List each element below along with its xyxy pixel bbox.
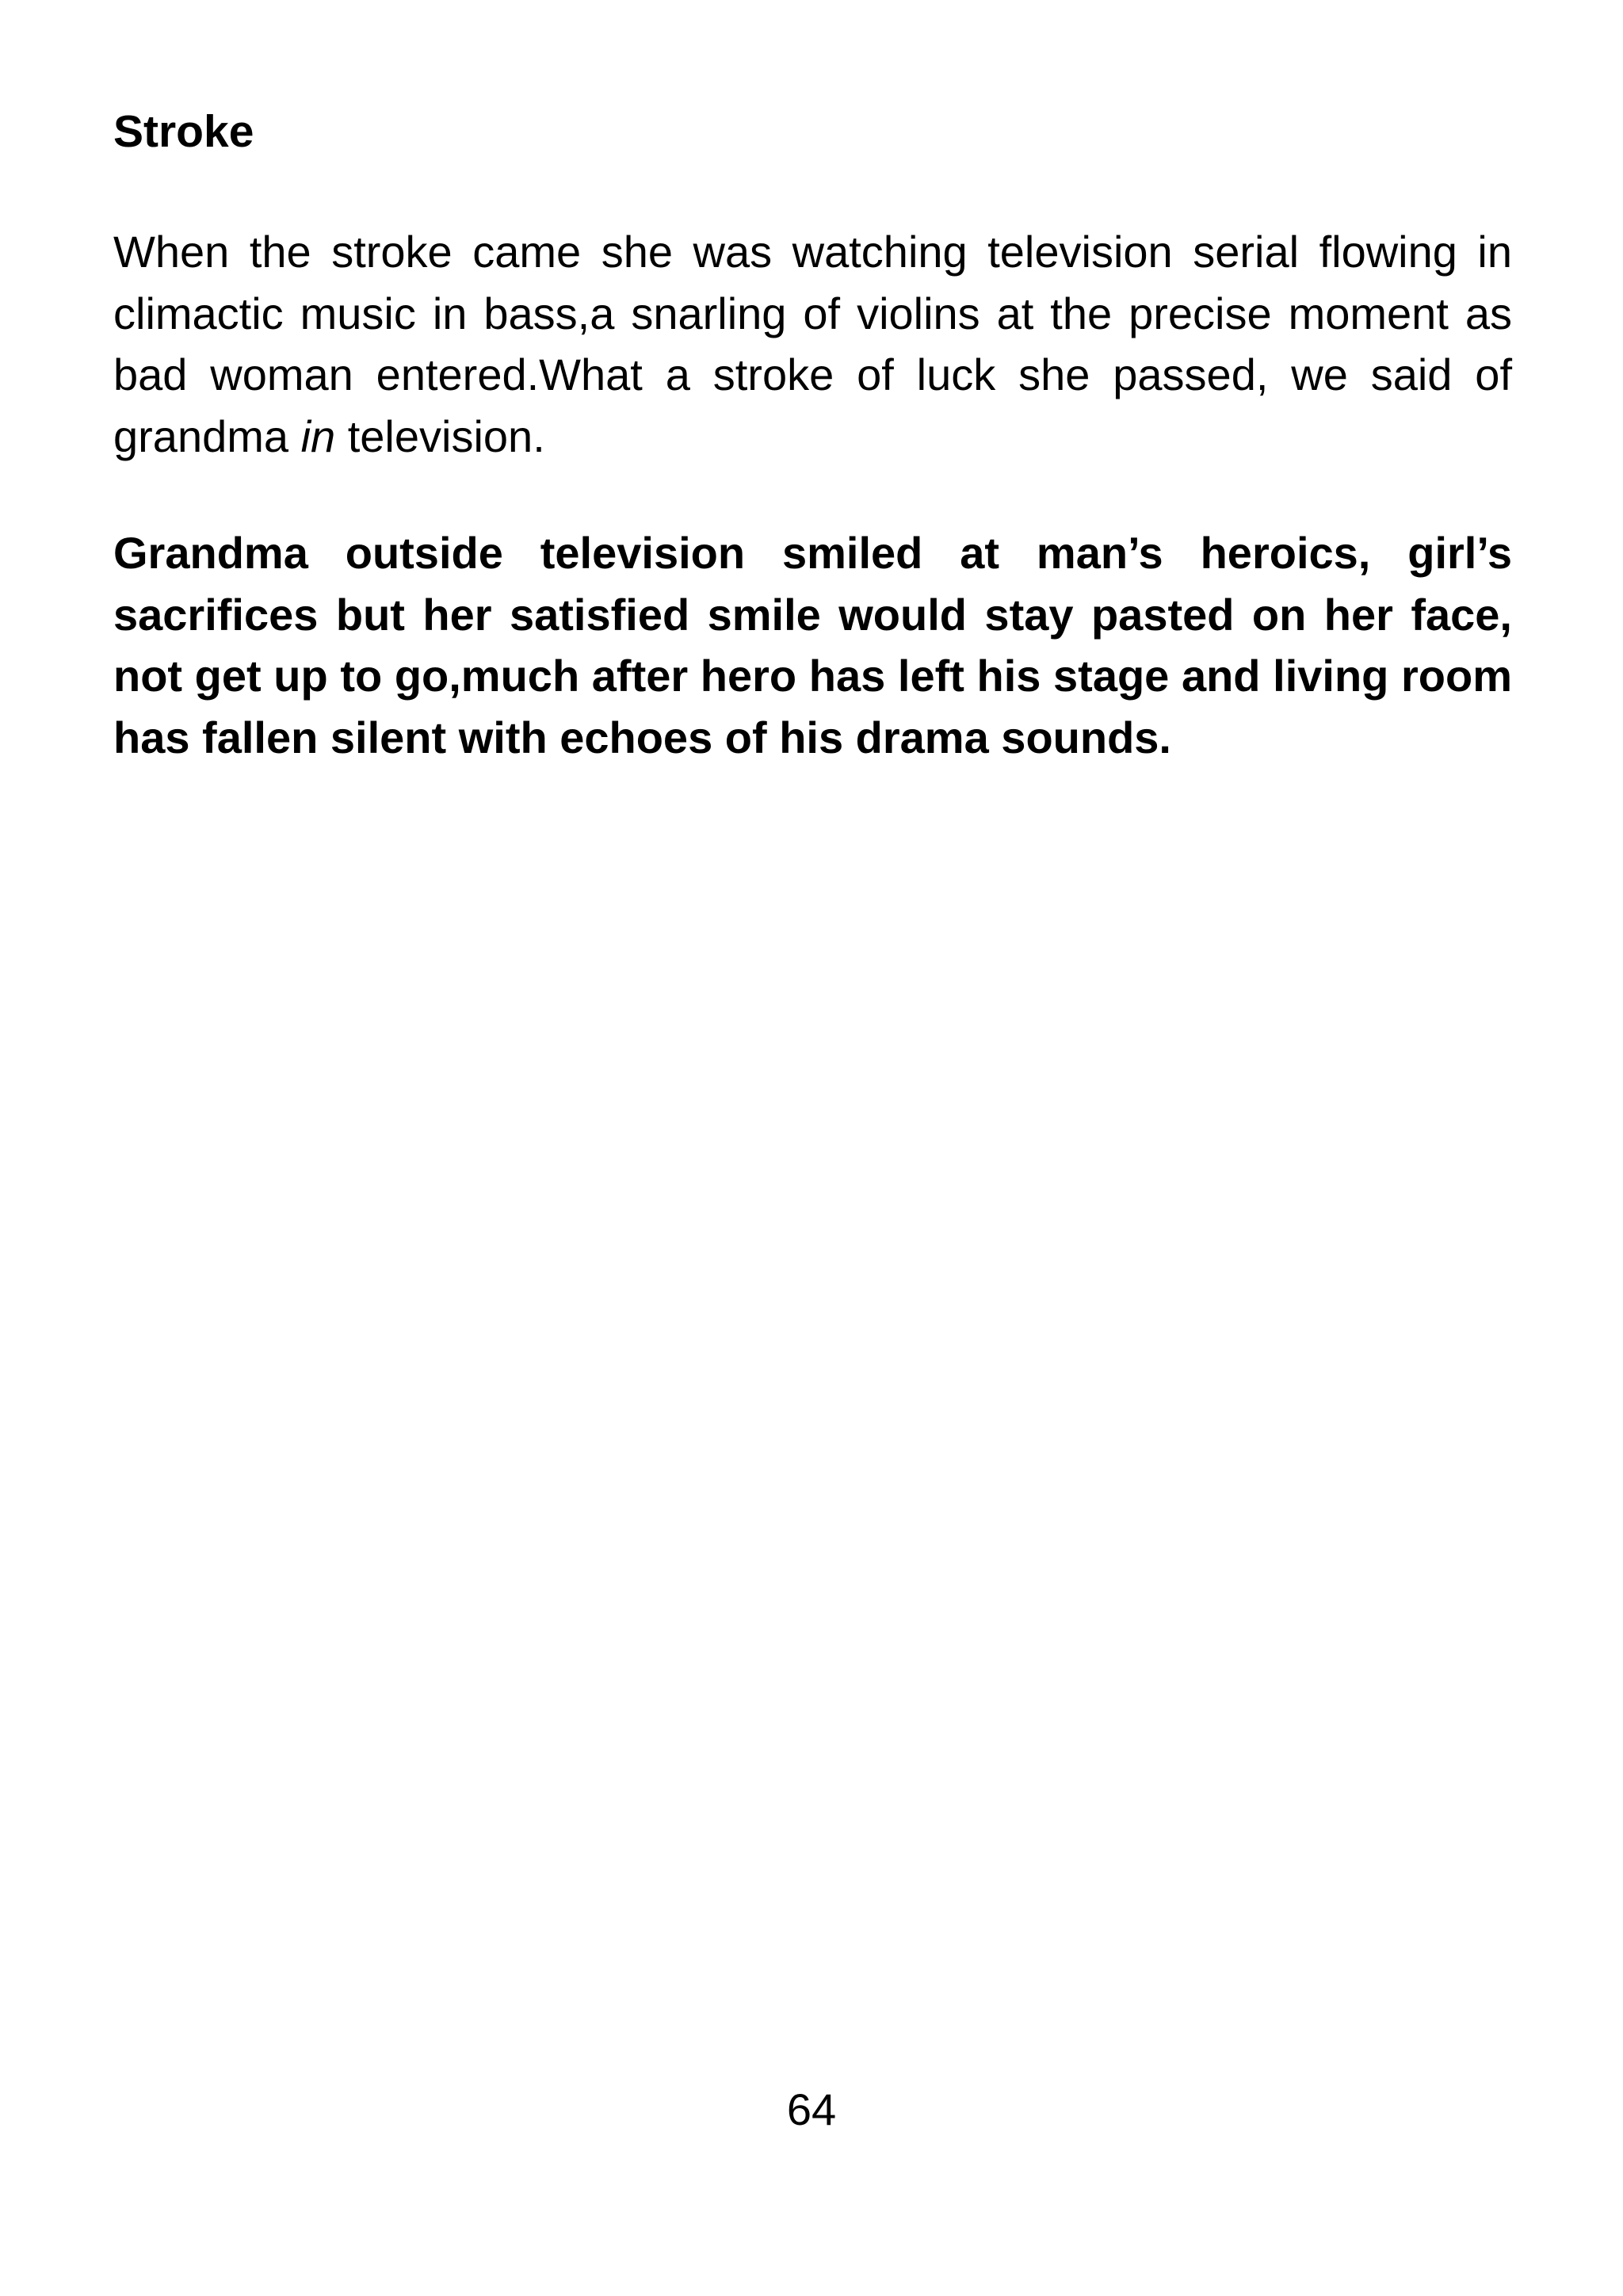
paragraph-1-text-end: television.: [335, 411, 545, 461]
paragraph-1-italic-word: in: [300, 411, 336, 461]
paragraph-2: Grandma outside television smiled at man’s heroics, girl’s sacrifices but her satisfied smile would stay pasted on her face, not get up to go,much after hero has left his stage and living room has fallen silent with echoes of his drama sounds.: [113, 528, 1512, 762]
paragraph-1: [113, 221, 1512, 467]
poem-title: Stroke: [113, 106, 254, 157]
paragraph-1-text: When the stroke came she was watching television serial flowing in climactic music in bass,a snarling of violins at the precise moment as bad woman entered.What a stroke of luck she passed, we said of grandma: [113, 227, 1512, 461]
page-number: 64: [786, 2084, 837, 2134]
